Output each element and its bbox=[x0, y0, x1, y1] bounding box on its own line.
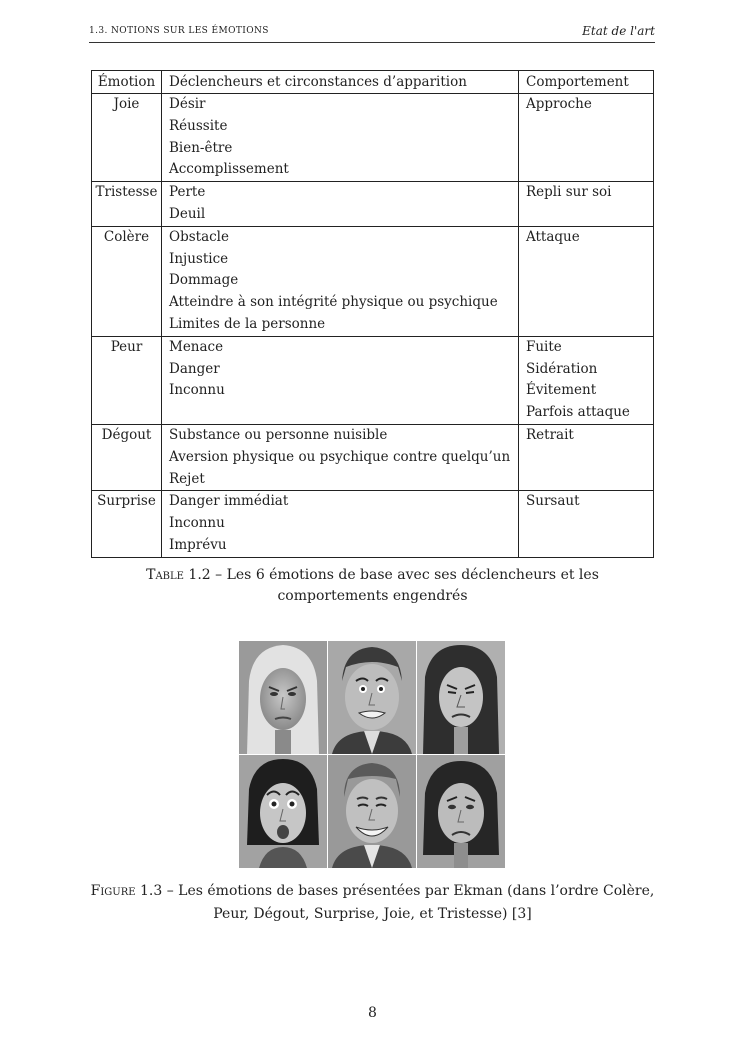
face-photo-surprise bbox=[239, 755, 327, 868]
trigger-item: Substance ou personne nuisible bbox=[169, 426, 388, 443]
figure-caption bbox=[80, 880, 665, 926]
trigger-item: Menace bbox=[169, 338, 224, 355]
triggers-cell bbox=[162, 491, 519, 557]
behavior-cell bbox=[519, 226, 654, 336]
trigger-item: Perte bbox=[169, 184, 206, 201]
behavior-item: Fuite bbox=[526, 338, 562, 355]
trigger-item: Limites de la personne bbox=[169, 315, 326, 332]
table-caption-text: – Les 6 émotions de base avec ses déclencheurs et les comportements engendrés bbox=[210, 567, 599, 604]
trigger-item: Désir bbox=[169, 96, 206, 112]
figure-caption-label: Figure 1.3 bbox=[90, 883, 163, 899]
face-photo-joy bbox=[328, 755, 416, 868]
trigger-item: Deuil bbox=[169, 205, 206, 222]
behavior-item: Sidération bbox=[526, 360, 598, 377]
face-photo-sadness bbox=[417, 755, 505, 868]
behavior-item: Repli sur soi bbox=[526, 184, 612, 201]
trigger-item: Inconnu bbox=[169, 515, 225, 532]
header-section-title: 1.3. NOTIONS SUR LES ÉMOTIONS bbox=[89, 26, 269, 36]
face-photo-disgust bbox=[417, 641, 505, 754]
table-row bbox=[92, 182, 654, 227]
trigger-item: Imprévu bbox=[169, 536, 227, 553]
table-row bbox=[92, 94, 654, 182]
behavior-cell bbox=[519, 182, 654, 227]
emotion-cell bbox=[92, 226, 162, 336]
running-header bbox=[89, 26, 655, 43]
column-header-behavior: Comportement bbox=[519, 71, 654, 94]
emotion-cell bbox=[92, 424, 162, 490]
column-header-triggers: Déclencheurs et circonstances d’apparition bbox=[162, 71, 519, 94]
triggers-cell bbox=[162, 424, 519, 490]
trigger-item: Aversion physique ou psychique contre quelqu’un bbox=[169, 448, 511, 465]
table-body bbox=[92, 94, 654, 558]
behavior-item: Sursaut bbox=[526, 493, 580, 510]
face-photo-anger bbox=[239, 641, 327, 754]
table-row bbox=[92, 491, 654, 557]
emotion-name: Surprise bbox=[97, 493, 156, 510]
emotion-name: Dégout bbox=[101, 426, 152, 443]
emotion-cell bbox=[92, 336, 162, 424]
table-header-row bbox=[92, 71, 654, 94]
header-chapter-title: Etat de l'art bbox=[582, 24, 655, 38]
table-caption bbox=[105, 565, 640, 607]
table-row bbox=[92, 336, 654, 424]
emotion-cell bbox=[92, 491, 162, 557]
emotion-cell bbox=[92, 94, 162, 182]
behavior-item: Évitement bbox=[526, 382, 597, 399]
behavior-item: Attaque bbox=[526, 228, 580, 245]
triggers-cell bbox=[162, 182, 519, 227]
emotions-table bbox=[91, 70, 654, 558]
trigger-item: Dommage bbox=[169, 272, 239, 289]
triggers-cell bbox=[162, 226, 519, 336]
triggers-cell bbox=[162, 94, 519, 182]
table-row bbox=[92, 226, 654, 336]
trigger-item: Injustice bbox=[169, 250, 229, 267]
behavior-cell bbox=[519, 336, 654, 424]
trigger-item: Atteindre à son intégrité physique ou psychique bbox=[169, 294, 498, 311]
emotion-name: Joie bbox=[113, 96, 140, 112]
behavior-item: Parfois attaque bbox=[526, 404, 630, 421]
trigger-item: Réussite bbox=[169, 117, 228, 134]
trigger-item: Accomplissement bbox=[169, 161, 289, 178]
face-photo-fear bbox=[328, 641, 416, 754]
trigger-item: Bien-être bbox=[169, 139, 233, 156]
table-row bbox=[92, 424, 654, 490]
behavior-item: Approche bbox=[526, 96, 592, 112]
emotion-name: Tristesse bbox=[95, 184, 158, 201]
trigger-item: Danger bbox=[169, 360, 220, 377]
emotion-cell bbox=[92, 182, 162, 227]
trigger-item: Obstacle bbox=[169, 228, 229, 245]
behavior-cell bbox=[519, 94, 654, 182]
triggers-cell bbox=[162, 336, 519, 424]
behavior-item: Retrait bbox=[526, 426, 574, 443]
emotion-name: Colère bbox=[103, 228, 150, 245]
behavior-cell bbox=[519, 424, 654, 490]
trigger-item: Danger immédiat bbox=[169, 493, 289, 510]
ekman-faces-figure bbox=[239, 641, 504, 869]
trigger-item: Rejet bbox=[169, 470, 205, 487]
figure-caption-text: – Les émotions de bases présentées par Ekman (dans l’ordre Colère, Peur, Dégout, Surprise, Joie, et Tristesse) [3] bbox=[162, 883, 655, 922]
emotion-name: Peur bbox=[110, 338, 143, 355]
behavior-cell bbox=[519, 491, 654, 557]
column-header-emotion: Émotion bbox=[92, 71, 162, 94]
table-caption-label: Table 1.2 bbox=[146, 567, 211, 583]
page-number: 8 bbox=[368, 1005, 377, 1021]
trigger-item: Inconnu bbox=[169, 382, 225, 399]
